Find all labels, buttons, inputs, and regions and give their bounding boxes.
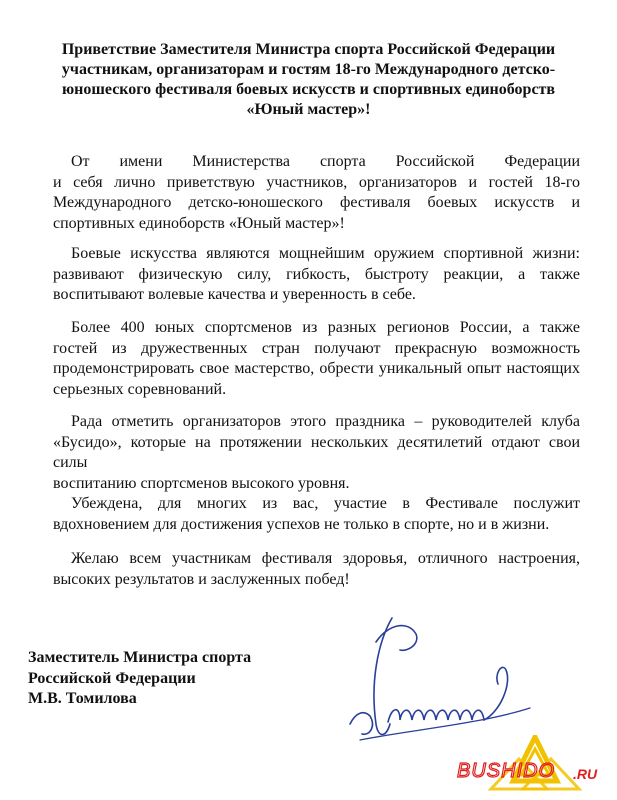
signatory-name: М.В. Томилова <box>28 690 137 707</box>
paragraph-line: От имени Министерства спорта Российской Федерации <box>71 153 580 170</box>
paragraph-line: Более 400 юных спортсменов из разных регионов России, а также <box>71 319 580 336</box>
paragraph-line: Желаю всем участникам фестиваля здоровья, отличного настроения, <box>71 550 580 567</box>
letter-title <box>30 40 587 120</box>
paragraph-line: воспитанию спортсменов высокого уровня. <box>53 474 350 492</box>
signatory-position: Заместитель Министра спорта <box>28 649 252 666</box>
signatory-block <box>28 648 251 710</box>
svg-text:.RU: .RU <box>573 766 598 782</box>
title-line: участникам, организаторам и гостям 18-го Международного детско- <box>61 61 556 78</box>
paragraph-greeting <box>53 152 580 234</box>
svg-text:BUSHIDO: BUSHIDO <box>457 760 556 782</box>
paragraph-line: спортивных единоборств «Юный мастер»! <box>53 214 345 232</box>
title-line: «Юный мастер»! <box>246 101 371 118</box>
bushido-logo-watermark <box>455 735 615 797</box>
paragraph-line: серьезных соревнований. <box>53 380 227 398</box>
paragraph-line: «Бусидо», которые на протяжении нескольких десятилетий отдают свои силы <box>53 433 580 471</box>
paragraph-organizers <box>53 412 580 494</box>
paragraph-athletes <box>53 318 580 400</box>
paragraph-line: гостей из дружественных стран получают прекрасную возможность <box>53 339 580 357</box>
paragraph-line: Боевые искусства являются мощнейшим оружием спортивной жизни: <box>71 245 580 262</box>
paragraph-martial-arts <box>53 244 580 306</box>
paragraph-line: развивают физическую силу, гибкость, быстроту реакции, а также <box>53 265 580 283</box>
paragraph-inspiration <box>53 494 580 535</box>
paragraph-line: воспитывают волевые качества и уверенность в себе. <box>53 286 416 303</box>
signatory-position: Российской Федерации <box>28 669 196 687</box>
paragraph-line: Убеждена, для многих из вас, участие в Фестивале послужит <box>71 495 580 512</box>
paragraph-line: и себя лично приветствую участников, организаторов и гостей 18-го <box>53 173 580 191</box>
paragraph-line: продемонстрировать свое мастерство, обрести уникальный опыт настоящих <box>53 360 580 377</box>
paragraph-line: Рада отметить организаторов этого праздника – руководителей клуба <box>71 413 580 430</box>
paragraph-wishes <box>53 549 580 590</box>
paragraph-line: Международного детско-юношеского фестиваля боевых искусств и <box>53 194 580 211</box>
paragraph-line: вдохновением для достижения успехов не только в спорте, но и в жизни. <box>53 515 550 533</box>
title-line: юношеского фестиваля боевых искусств и спортивных единоборств <box>61 81 556 98</box>
title-line: Приветствие Заместителя Министра спорта Российской Федерации <box>61 41 556 58</box>
paragraph-line: высоких результатов и заслуженных побед! <box>53 570 350 588</box>
